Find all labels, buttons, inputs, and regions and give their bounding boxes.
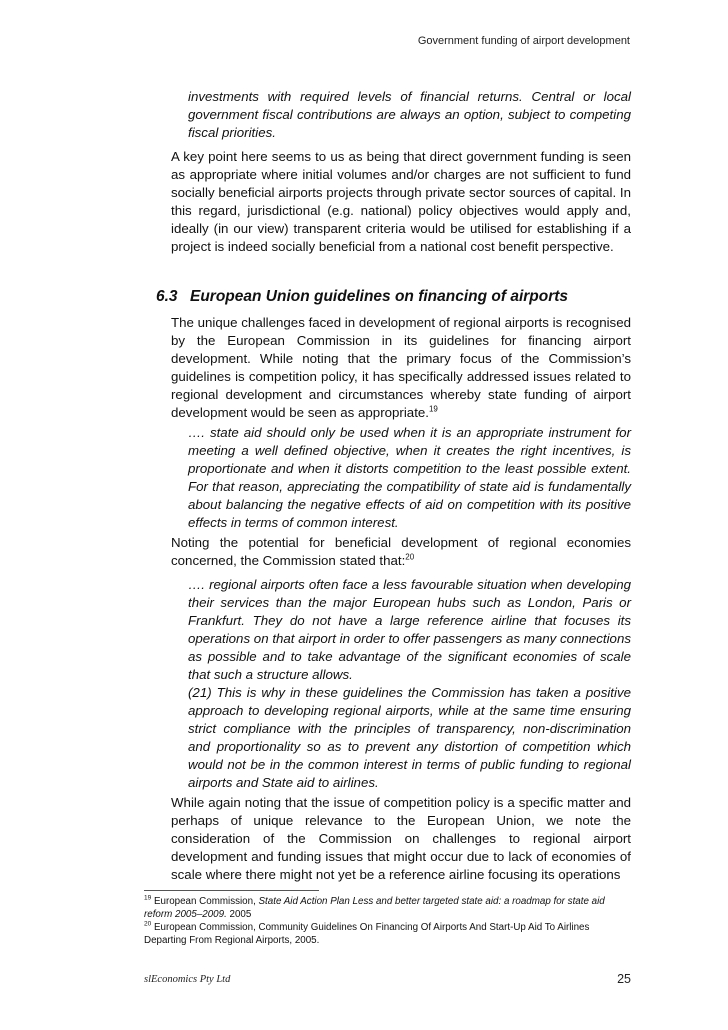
- block-quote-continued: investments with required levels of financial returns. Central or local government fiscal contributions are always an option, subject to competing fiscal priorities.: [188, 89, 631, 140]
- footer-company: slEconomics Pty Ltd: [144, 974, 231, 985]
- footnote-prefix: European Commission,: [153, 922, 259, 933]
- block-quote: …. regional airports often face a less favourable situation when developing their services than the major European hubs such as London, Paris or Frankfurt. They do not have a large reference airline that focuses its operations on that airport in order to offer passengers as many connections as possible and to take advantage of the significant economies of scale that such a structure allows.: [188, 577, 631, 682]
- footnote-prefix: European Commission,: [153, 896, 259, 907]
- block-quote: (21) This is why in these guidelines the Commission has taken a positive approach to developing regional airports, while at the same time ensuring strict compliance with the principles of transparency, non-discrimination and proportionality so as to prevent any distortion of competition which would not be in the common interest in terms of public funding to regional airports and State aid to airlines.: [188, 685, 631, 790]
- footnote-divider: [144, 890, 319, 891]
- footnote-number: 19: [144, 894, 152, 902]
- paragraph-text: Noting the potential for beneficial development of regional economies concerned, the Commission stated that:: [171, 535, 631, 568]
- footnote: [144, 895, 629, 921]
- section-number: 6.3: [156, 288, 178, 305]
- footnote-title: State Aid Action Plan Less and better targeted state aid: a roadmap for state aid reform 2005–2009.: [144, 896, 605, 920]
- footnote: [144, 921, 629, 947]
- body-paragraph: [171, 314, 631, 421]
- section-title: European Union guidelines on financing of airports: [190, 288, 569, 305]
- body-paragraph: While again noting that the issue of competition policy is a specific matter and perhaps of unique relevance to the European Union, we note the consideration of the Commission on challenges to regional airport development and funding issues that might occur due to lack of economies of scale where there might not yet be a reference airline focusing its operations: [171, 795, 631, 882]
- page-number: 25: [617, 972, 631, 986]
- footnote-number: 20: [144, 920, 152, 928]
- running-header: Government funding of airport development: [417, 35, 630, 47]
- paragraph-text: The unique challenges faced in development of regional airports is recognised by the European Commission in its guidelines for financing airport development. While noting that the primary focus of the Commission’s guidelines is competition policy, it has specifically addressed issues related to regional development and circumstances whereby state funding of airport development would be seen as appropriate.: [171, 315, 631, 420]
- footnote-suffix: 2005: [226, 909, 252, 920]
- footnote-ref: 19: [428, 404, 438, 414]
- footnote-title: Community Guidelines On Financing Of Airports And Start-Up Aid To Airlines Departing From Regional Airports, 2005.: [144, 922, 590, 946]
- footnotes: [144, 895, 629, 947]
- block-quote: …. state aid should only be used when it is an appropriate instrument for meeting a well defined objective, when it creates the right incentives, is proportionate and when it distorts competition to the least possible extent. For that reason, appreciating the compatibility of state aid is fundamentally about balancing the negative effects of aid on competition with its positive effects in terms of common interest.: [188, 425, 631, 530]
- body-paragraph: A key point here seems to us as being that direct government funding is seen as appropriate where initial volumes and/or charges are not sufficient to fund socially beneficial airports projects through private sector sources of capital. In this regard, jurisdictional (e.g. national) policy objectives would apply and, ideally (in our view) transparent criteria would be utilised for establishing if a project is indeed socially beneficial from a national cost benefit perspective.: [171, 149, 631, 254]
- section-heading: [156, 288, 568, 306]
- body-paragraph: [171, 534, 631, 570]
- footnote-ref: 20: [405, 552, 415, 562]
